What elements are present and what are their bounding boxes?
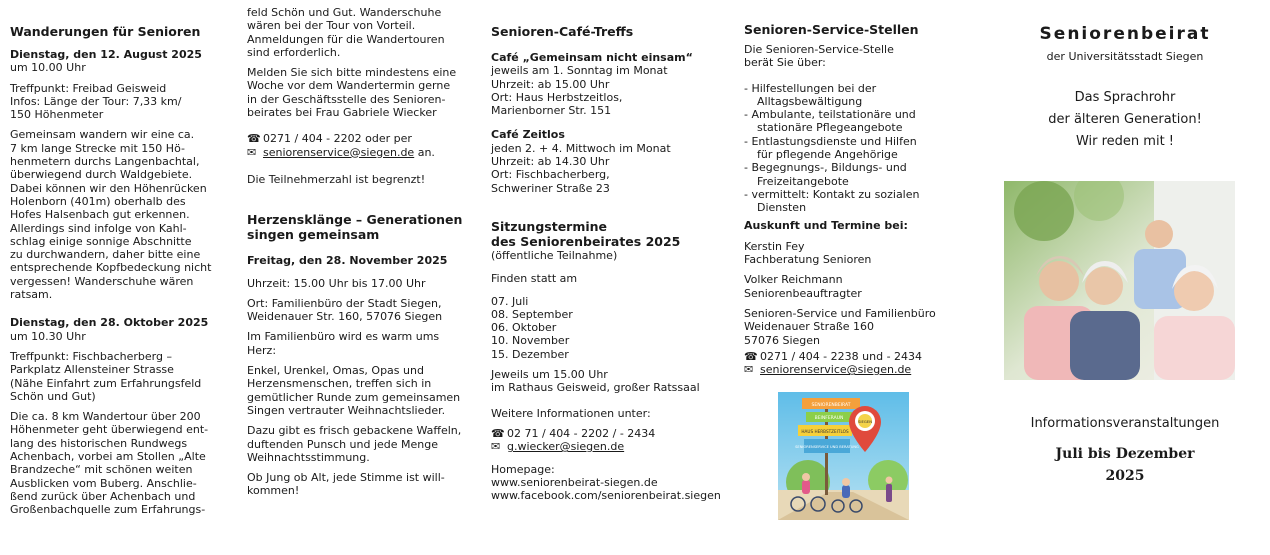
text-line: jeden 2. + 4. Mittwoch im Monat (491, 141, 671, 155)
telephone-icon: ☎ (491, 426, 505, 440)
service-list-item (744, 82, 964, 109)
cafe2-details (491, 142, 719, 195)
text-line: vergessen! Wanderschuhe wären (10, 274, 194, 288)
homepage-link[interactable]: www.seniorenbeirat-siegen.de (491, 475, 658, 489)
sitzung-location (491, 368, 719, 395)
text-line: ßend zurück über Achenbach und (10, 489, 196, 503)
text-line: gemütlicher Runde zum gemeinsamen (247, 390, 461, 404)
sign-3 (798, 425, 852, 436)
registration-text (247, 66, 469, 119)
cover-subtitle: der Universitätsstadt Siegen (1046, 50, 1204, 63)
text-line: Kerstin Fey (744, 239, 805, 253)
period-heading (995, 443, 1255, 487)
limit-note: Die Teilnehmerzahl ist begrenzt! (247, 172, 426, 186)
text-line: Parkplatz Allensteiner Strasse (10, 363, 174, 377)
text-line: Ort: Fischbacherberg, (491, 168, 610, 182)
text-line: Uhrzeit: ab 14.30 Uhr (491, 155, 610, 169)
text-line: Ort: Familienbüro der Stadt Siegen, (247, 296, 442, 310)
text-line: 150 Höhenmeter (10, 108, 104, 122)
event-waffeln (247, 424, 469, 464)
text-line: Hofes Halsenbach gut erkennen. (10, 208, 190, 222)
text-line: (Nähe Einfahrt zum Erfahrungsfeld (10, 376, 202, 390)
sign-2 (806, 412, 852, 422)
text-line: entsprechende Kopfbedeckung nicht (10, 261, 212, 275)
text-line: Herzensklänge – Generationen (247, 212, 463, 228)
telephone-icon: ☎ (247, 132, 261, 146)
text-line: 10. November (491, 334, 570, 348)
text-line: Volker Reichmann (744, 273, 843, 287)
text-line: Weidenauer Straße 160 (744, 320, 875, 334)
contact-phone: ☎ 0271 / 404 - 2202 oder per (247, 132, 412, 146)
envelope-icon: ✉ (744, 363, 754, 377)
office-address (744, 307, 964, 347)
text-line: 06. Oktober (491, 321, 557, 335)
sitzung-subtitle: (öffentliche Teilnahme) (491, 248, 618, 262)
text-line: singen gemeinsam (247, 227, 380, 243)
info-heading: Informationsveranstaltungen (1030, 416, 1220, 431)
text-line: Treffpunkt: Freibad Geisweid (10, 81, 167, 95)
text-line: Treffpunkt: Fischbacherberg – (10, 349, 172, 363)
svg-text:SENIORENSERVICE UND BERATUNG: SENIORENSERVICE UND BERATUNG (795, 445, 859, 449)
text-line: Holenborn (401m) oberhalb des (10, 194, 186, 208)
text-line: der älteren Generation! (1048, 112, 1202, 128)
service-intro (744, 43, 964, 70)
text-line: Dabei können wir den Höhenrücken (10, 181, 207, 195)
svg-text:SIEGEN: SIEGEN (857, 419, 873, 424)
column-service (744, 18, 964, 377)
text-line: duftenden Punsch und jede Menge (247, 437, 439, 451)
text-line: Herzensmenschen, treffen sich in (247, 377, 432, 391)
sitzung-dates (491, 295, 719, 361)
cafe2-name: Café Zeitlos (491, 128, 565, 142)
text-line: Marienborner Str. 151 (491, 104, 612, 118)
text-line: Herz: (247, 343, 277, 357)
column-cafe (491, 18, 719, 502)
section-title-sitzungstermine (491, 219, 719, 249)
cafe1-name: Café „Gemeinsam nicht einsam“ (491, 51, 693, 64)
text-line: - Begegnungs-, Bildungs- und (744, 161, 907, 175)
text-line: Die ca. 8 km Wandertour über 200 (10, 410, 201, 424)
info-phone: ☎ 02 71 / 404 - 2202 / - 2434 (491, 426, 656, 440)
service-list-item (744, 135, 964, 162)
text-line: - vermittelt: Kontakt zu sozialen (744, 187, 920, 201)
text-line: Dazu gibt es frisch gebackene Waffeln, (247, 424, 462, 438)
contact-person-1 (744, 240, 964, 267)
text-line (10, 75, 232, 82)
column-herzensklaenge (247, 6, 469, 498)
text-line: - Ambulante, teilstationäre und (744, 108, 916, 122)
section-title-service: Senioren-Service-Stellen (744, 22, 919, 37)
envelope-icon: ✉ (491, 440, 501, 454)
text-line: Schön und Gut) (10, 389, 96, 403)
text-line: Uhrzeit: ab 15.00 Uhr (491, 77, 610, 91)
text-line: jeweils am 1. Sonntag im Monat (491, 64, 668, 78)
event-time: Uhrzeit: 15.00 Uhr bis 17.00 Uhr (247, 276, 426, 290)
text-line (10, 343, 232, 350)
text-line: des Seniorenbeirates 2025 (491, 233, 681, 249)
facebook-link[interactable]: www.facebook.com/seniorenbeirat.siegen (491, 489, 721, 503)
tour2-details (10, 330, 232, 403)
text-line: 07. Juli (491, 294, 529, 308)
contact-email: ✉ seniorenservice@siegen.de an. (247, 145, 435, 159)
text-line: Enkel, Urenkel, Omas, Opas und (247, 364, 424, 378)
text-line: wären bei der Tour von Vorteil. (247, 19, 416, 33)
text-line: überwiegend durch Waldgebiete. (10, 168, 193, 182)
text-line: Weidenauer Str. 160, 57076 Siegen (247, 310, 443, 324)
text-line: Woche vor dem Wandertermin gerne (247, 79, 451, 93)
text-line: Freizeitangebote (757, 174, 849, 188)
event-place (247, 297, 469, 324)
svg-text:HAUS HERBSTZEITLOS: HAUS HERBSTZEITLOS (801, 429, 849, 434)
finden-label: Finden statt am (491, 272, 578, 286)
text-line: Singen vertrauter Weihnachtslieder. (247, 403, 446, 417)
auskunft-heading: Auskunft und Termine bei: (744, 218, 908, 232)
text-line: Wir reden mit ! (1075, 134, 1175, 150)
text-line: 15. Dezember (491, 347, 569, 361)
service-phone: ☎ 0271 / 404 - 2238 und - 2434 (744, 349, 923, 363)
cafe1-details (491, 64, 719, 117)
text-line: 7 km lange Strecke mit 150 Hö- (10, 141, 185, 155)
event-warm (247, 330, 469, 357)
column-cover (995, 18, 1255, 153)
service-email (744, 363, 964, 376)
contact-person-2 (744, 273, 964, 300)
service-list (744, 82, 964, 215)
text-line: im Rathaus Geisweid, großer Ratssaal (491, 381, 700, 395)
sign-1 (802, 398, 860, 409)
text-line: schlag einige sonnige Abschnitte (10, 234, 192, 248)
text-line: Infos: Länge der Tour: 7,33 km/ (10, 94, 182, 108)
text-line: henmetern durchs Langenbachtal, (10, 155, 200, 169)
column-wanderungen (10, 18, 232, 517)
text-line: Höhenmeter geht überwiegend ent- (10, 423, 209, 437)
tour2-description (10, 410, 232, 516)
text-line: Jeweils um 15.00 Uhr (491, 368, 608, 382)
homepage-label: Homepage: (491, 462, 555, 476)
text-line: Diensten (757, 201, 807, 215)
text-line: Fachberatung Senioren (744, 253, 872, 267)
text-line: um 10.00 Uhr (10, 61, 86, 75)
text-line: Großenbachquelle zum Erfahrungs- (10, 503, 206, 517)
weitere-label: Weitere Informationen unter: (491, 406, 651, 420)
email-link[interactable]: seniorenservice@siegen.de (760, 363, 912, 377)
event-description (247, 364, 469, 417)
text-line: Gemeinsam wandern wir eine ca. (10, 128, 195, 142)
text-line: stationäre Pflegeangebote (757, 121, 903, 135)
text-line: berät Sie über: (744, 56, 826, 70)
info-email (491, 440, 719, 453)
text-line: 2025 (1105, 468, 1145, 484)
text-line: 57076 Siegen (744, 333, 821, 347)
text-line: - Entlastungsdienste und Hilfen (744, 134, 917, 148)
text-line: Weihnachtsstimmung. (247, 450, 370, 464)
text-line: für pflegende Angehörige (757, 148, 898, 162)
cover-slogan (995, 87, 1255, 153)
text-line: ratsam. (10, 288, 53, 302)
tour1-description (10, 128, 232, 301)
text-line: Melden Sie sich bitte mindestens eine (247, 66, 457, 80)
text-line: Anmeldungen für die Wandertouren (247, 32, 445, 46)
text-line: kommen! (247, 484, 300, 498)
service-list-item (744, 188, 964, 215)
tour1-details (10, 61, 232, 121)
text-line: Ort: Haus Herbstzeitlos, (491, 90, 623, 104)
signpost-illustration (778, 392, 909, 520)
text-line: Die Senioren-Service-Stelle (744, 43, 894, 56)
event-date: Freitag, den 28. November 2025 (247, 254, 448, 268)
sign-4 (795, 439, 859, 453)
text-line: Brandzeche“ mit schönen weiten (10, 463, 193, 477)
text-line: Alltagsbewältigung (757, 94, 863, 108)
text-line: Das Sprachrohr (1074, 90, 1176, 106)
text-line: - Hilfestellungen bei der (744, 81, 877, 95)
email-link[interactable]: seniorenservice@siegen.de (263, 145, 415, 159)
svg-text:SENIORENBEIRAT: SENIORENBEIRAT (811, 403, 851, 408)
text-line: 08. September (491, 307, 573, 321)
event-closing (247, 471, 469, 498)
text-line: Im Familienbüro wird es warm ums (247, 330, 440, 344)
text-line: um 10.30 Uhr (10, 329, 86, 343)
section-title-herzensklaenge (247, 212, 469, 242)
text-line: Achenbach, vorbei am Stollen „Alte (10, 450, 206, 464)
service-list-item (744, 161, 964, 188)
text-line: Seniorenbeauftragter (744, 286, 862, 300)
envelope-icon: ✉ (247, 145, 257, 159)
cover-title: Seniorenbeirat (1039, 24, 1211, 44)
text-line: Ausblicken vom Buberg. Anschlie- (10, 476, 197, 490)
text-line: Sitzungstermine (491, 218, 608, 234)
tour2-date: Dienstag, den 28. Oktober 2025 (10, 316, 209, 330)
email-link[interactable]: g.wiecker@siegen.de (507, 440, 625, 454)
text-line: feld Schön und Gut. Wanderschuhe (247, 6, 442, 19)
text-line: Juli bis Dezember (1055, 446, 1195, 462)
text-line: Schweriner Straße 23 (491, 181, 610, 195)
section-title-wanderungen: Wanderungen für Senioren (10, 24, 201, 39)
text-line: zu durchwandern, daher bitte eine (10, 248, 201, 262)
tour2-continuation (247, 6, 469, 59)
service-list-item (744, 108, 964, 135)
text-line: Senioren-Service und Familienbüro (744, 307, 936, 321)
text-line: Allerdings sind infolge von Kahl- (10, 221, 187, 235)
text-line: beirates bei Frau Gabriele Wiecker (247, 106, 437, 120)
section-title-cafe: Senioren-Café-Treffs (491, 24, 634, 39)
text-line: sind erforderlich. (247, 45, 341, 59)
tour1-date: Dienstag, den 12. August 2025 (10, 48, 202, 61)
svg-text:BEINFERAUN: BEINFERAUN (814, 416, 844, 421)
seniors-photo (1004, 181, 1235, 380)
text-line: in der Geschäftsstelle des Senioren- (247, 92, 446, 106)
text-line: lang des historischen Rundwegs (10, 436, 188, 450)
telephone-icon: ☎ (744, 349, 758, 363)
text-line: Ob Jung ob Alt, jede Stimme ist will- (247, 471, 445, 485)
